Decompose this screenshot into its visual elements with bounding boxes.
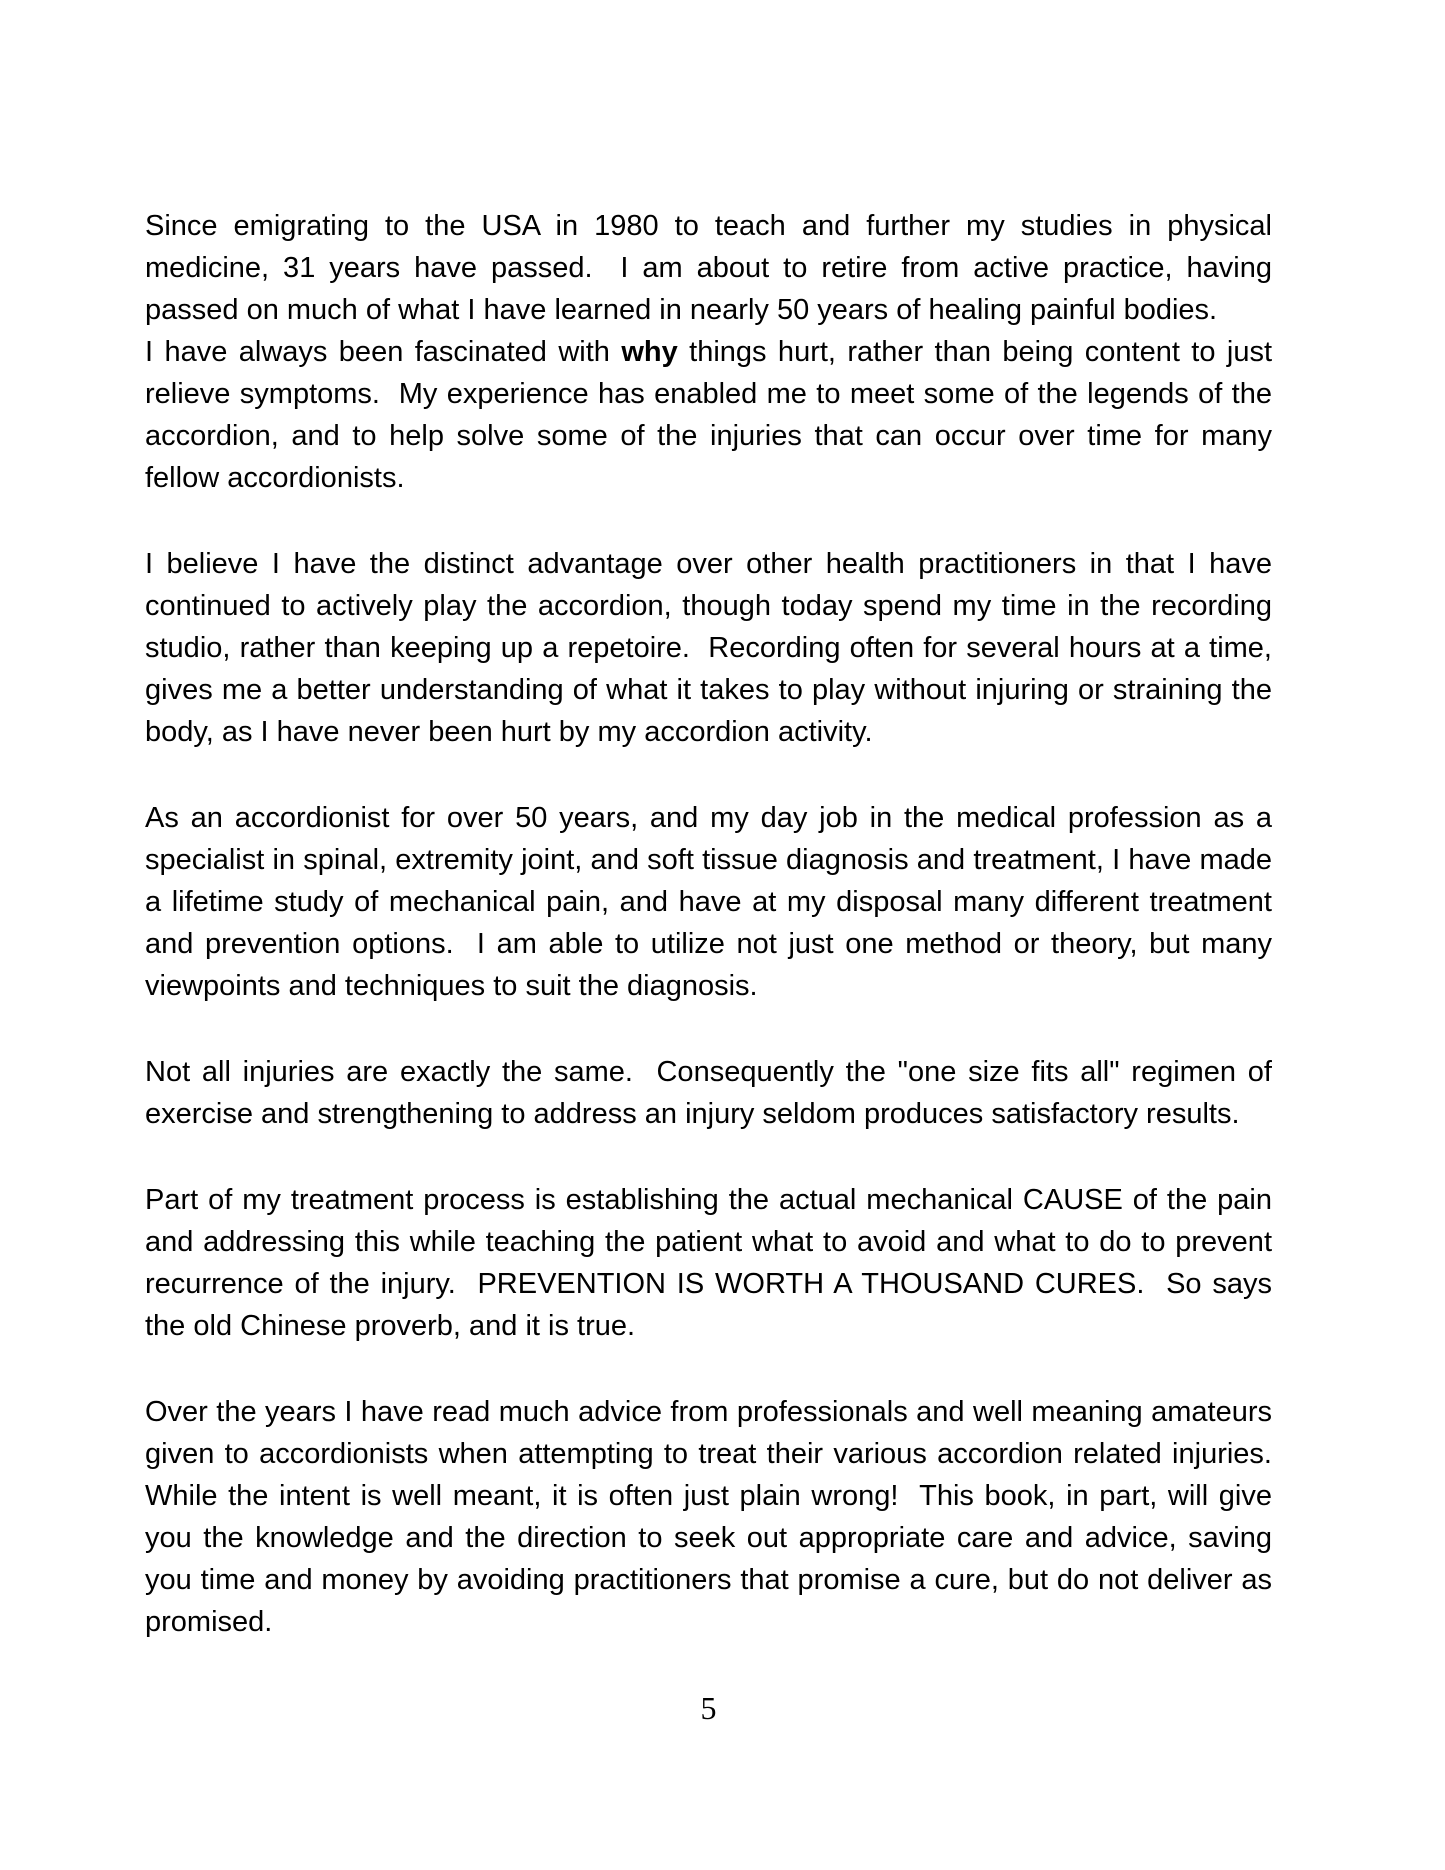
paragraph-2-text: I believe I have the distinct advantage over other health practitioners in that I have continued to actively play the accordion, though today spend my time in the recording studio, rather than keeping up a repetoire. Recording often for several hours at a time, gives me a better understanding of what it takes to play without injuring or straining the body, as I have never been hurt by my accordion activity. — [145, 548, 1281, 748]
paragraph-5-text: Part of my treatment process is establishing the actual mechanical CAUSE of the pain and addressing this while teaching the patient what to avoid and what to do to prevent recurrence of the injury. PREVENTION IS WORTH A THOUSAND CURES. So says the old Chinese proverb, and it is true. — [145, 1184, 1281, 1342]
document-body — [145, 205, 1289, 1643]
paragraph-3-text: As an accordionist for over 50 years, and my day job in the medical profession as a specialist in spinal, extremity joint, and soft tissue diagnosis and treatment, I have made a lifetime study of mechanical pain, and have at my disposal many different treatment and prevention options. I am able to utilize not just one method or theory, but many viewpoints and techniques to suit the diagnosis. — [145, 802, 1281, 1002]
paragraph-1-segment-1: Since emigrating to the USA in 1980 to teach and further my studies in physical medicine, 31 years have passed. I am about to retire from active practice, having passed on much of what I have learned in nearly 50 years of healing painful bodies. — [145, 210, 1281, 326]
emphasis-why: why — [621, 336, 678, 368]
paragraph-3 — [145, 797, 1281, 1007]
paragraph-5 — [145, 1179, 1281, 1347]
paragraph-2 — [145, 543, 1281, 753]
paragraph-1 — [145, 205, 1281, 499]
page-footer — [145, 1688, 1272, 1728]
paragraph-6 — [145, 1391, 1289, 1643]
paragraph-4-text: Not all injuries are exactly the same. Consequently the "one size fits all" regimen of exercise and strengthening to address an injury seldom produces satisfactory results. — [145, 1056, 1281, 1130]
paragraph-1-segment-4: things hurt, rather than being content to just relieve symptoms. My experience has enabled me to meet some of the legends of the accordion, and to help solve some of the injuries that can occur over time for many fellow accordionists. — [145, 336, 1281, 494]
paragraph-1-segment-2: I have always been fascinated with — [145, 336, 622, 368]
paragraph-4 — [145, 1051, 1281, 1135]
paragraph-6-text: Over the years I have read much advice from professionals and well meaning amateurs given to accordionists when attempting to treat their various accordion related injuries. While the intent is well meant, it is often just plain wrong! This book, in part, will give you the knowledge and the direction to seek out appropriate care and advice, saving you time and money by avoiding practitioners that promise a cure, but do not deliver as promised. — [145, 1396, 1289, 1638]
page-number: 5 — [700, 1690, 717, 1726]
